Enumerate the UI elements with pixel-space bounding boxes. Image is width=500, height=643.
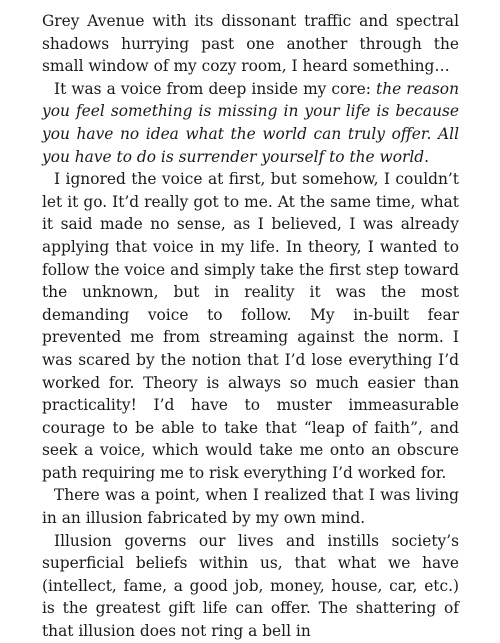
paragraph-2-italic-quote: the reason you feel something is missing in your life is because you have no idea what the world can truly offer. All you have to do is surrender yourself to the world — [42, 79, 459, 166]
page-corner-artifact — [0, 620, 22, 628]
paragraph-5: Illusion governs our lives and instills society’s superficial beliefs within us, that what we have (intellect, fame, a good job, money, house, car, etc.) is the greatest gift life can offer. The shattering of that illusion does not ring a bell in — [42, 531, 459, 641]
paragraph-2-tail: . — [424, 147, 430, 166]
paragraph-1: Grey Avenue with its dissonant traffic and spectral shadows hurrying past one another through the small window of my cozy room, I heard something… — [42, 12, 459, 76]
paragraph-4: There was a point, when I realized that I was living in an illusion fabricated by my own mind. — [42, 486, 459, 528]
paragraph-3: I ignored the voice at first, but somehow, I couldn’t let it go. It’d really got to me. At the same time, what it said made no sense, as I believed, I was already applying that voice in my life. In theory, I wanted to follow the voice and simply take the first step toward the unknown, but in reality it was the most demanding voice to follow. My in-built fear prevented me from streaming against the norm. I was scared by the notion that I’d lose everything I’d worked for. Theory is always so much easier than practicality! I’d have to muster immeasurable courage to be able to take that “leap of faith”, and seek a voice, which would take me onto an obscure path requiring me to risk everything I’d worked for. — [42, 170, 459, 482]
document-page — [42, 10, 459, 643]
paragraph-2-lead: It was a voice from deep inside my core: — [54, 79, 377, 98]
paragraph-2 — [42, 78, 459, 168]
